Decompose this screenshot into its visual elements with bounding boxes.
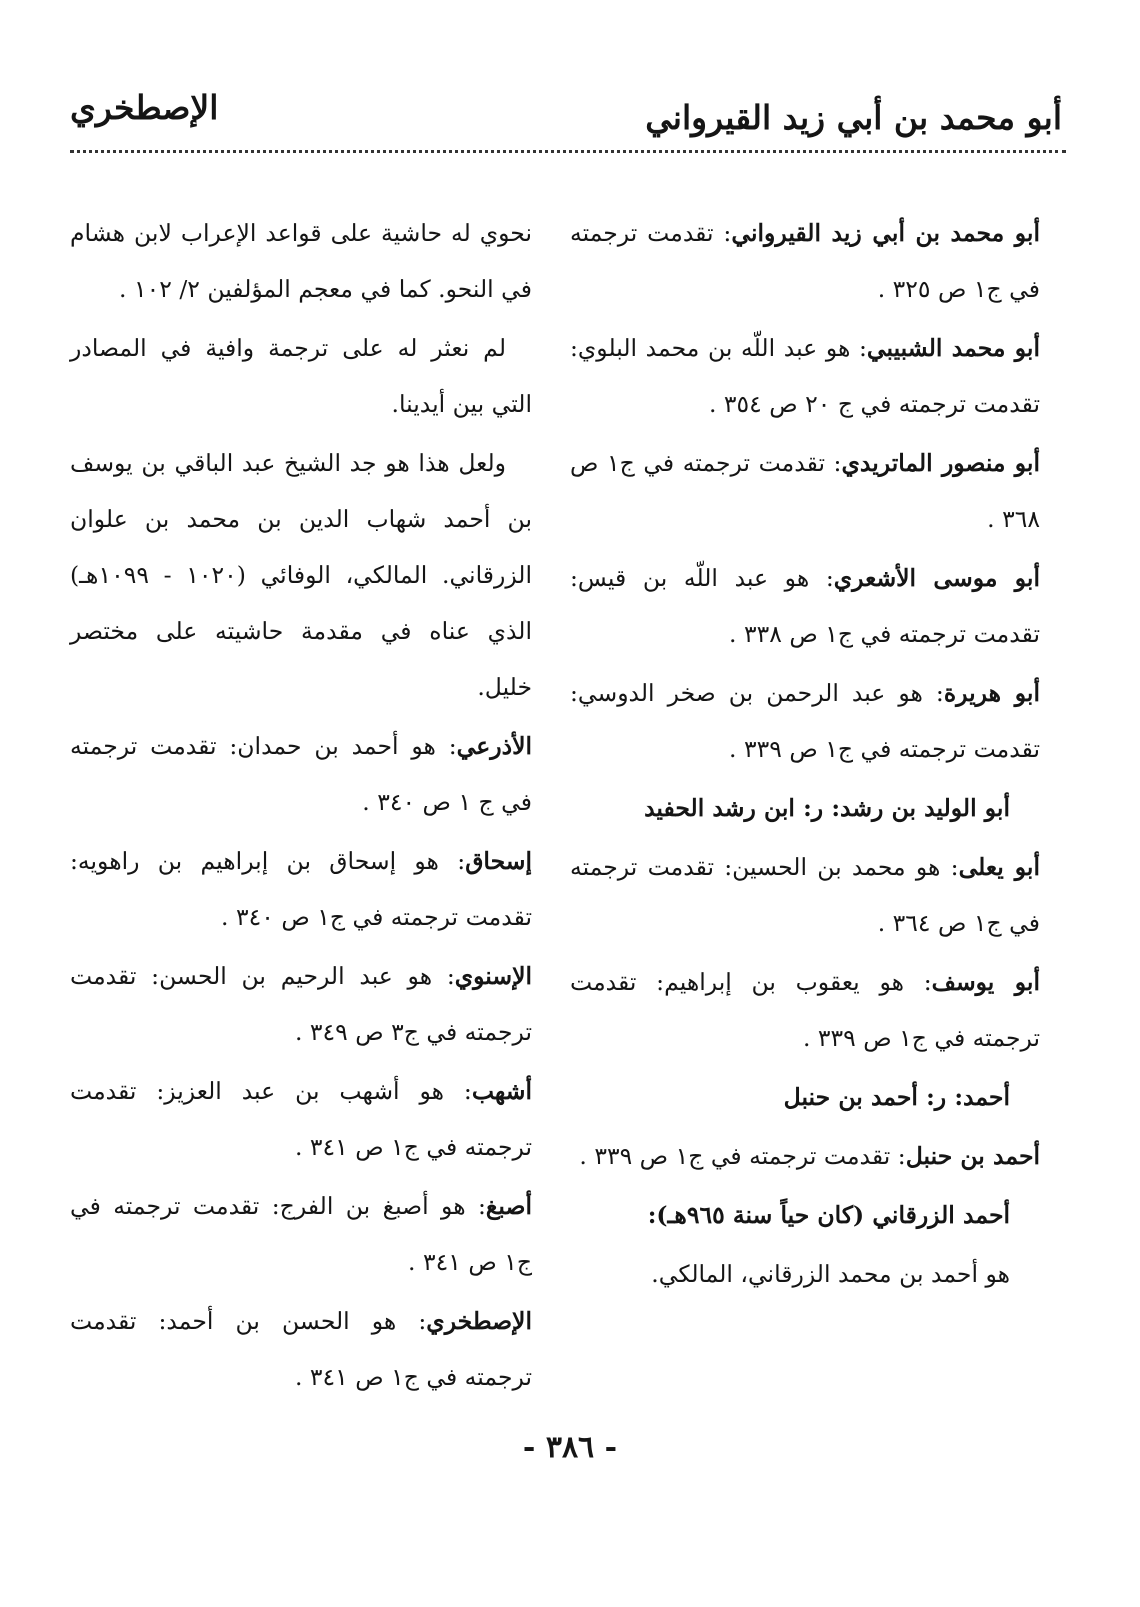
entry-text: : هو أشهب بن عبد العزيز: تقدمت ترجمته في ج١ ص ٣٤١ . bbox=[70, 1077, 532, 1161]
entry-headword: أبو هريرة bbox=[943, 679, 1040, 707]
entry-headword: أحمد بن حنبل bbox=[905, 1142, 1040, 1170]
entry-text: : bbox=[647, 1201, 657, 1229]
entry-headword: أشهب bbox=[471, 1077, 532, 1105]
entry-headword: أحمد الزرقاني (كان حياً سنة ٩٦٥هـ) bbox=[656, 1201, 1010, 1229]
entry-paragraph bbox=[70, 320, 532, 432]
entry-headword: أبو محمد بن أبي زيد القيرواني bbox=[731, 219, 1040, 247]
entry-text: : هو عبد الرحمن بن صخر الدوسي: تقدمت ترجمته في ج١ ص ٣٣٩ . bbox=[570, 679, 1040, 763]
entry bbox=[70, 833, 532, 945]
entry bbox=[570, 954, 1040, 1066]
entry-text: لم نعثر له على ترجمة وافية في المصادر التي بين أيدينا. bbox=[70, 334, 532, 418]
entry-headword: أبو يعلى bbox=[958, 853, 1040, 881]
entry-text: : هو أحمد بن حمدان: تقدمت ترجمته في ج ١ ص ٣٤٠ . bbox=[70, 732, 532, 816]
entry-headword: الإصطخري bbox=[426, 1307, 532, 1335]
entry bbox=[570, 550, 1040, 662]
entry-paragraph bbox=[70, 435, 532, 715]
entry bbox=[570, 839, 1040, 951]
entry-headword: أبو منصور الماتريدي bbox=[841, 449, 1040, 477]
entry-headword: أبو موسى الأشعري bbox=[833, 564, 1040, 592]
entry-headword: الإسنوي bbox=[454, 962, 532, 990]
left-column bbox=[70, 205, 532, 1408]
entry-cross-reference: : ر: أحمد بن حنبل bbox=[783, 1083, 964, 1111]
entry-headword: أصبغ bbox=[485, 1192, 532, 1220]
entry-text: : هو أصبغ بن الفرج: تقدمت ترجمته في ج١ ص ٣٤١ . bbox=[70, 1192, 532, 1276]
page-number: - ٣٨٦ - bbox=[522, 1430, 618, 1465]
entry-headword: الأذرعي bbox=[456, 732, 532, 760]
entry bbox=[70, 1178, 532, 1290]
entry bbox=[570, 205, 1040, 317]
entry bbox=[70, 1063, 532, 1175]
entry bbox=[570, 1128, 1040, 1184]
running-head-last-entry: الإصطخري bbox=[70, 88, 219, 127]
entry bbox=[570, 320, 1040, 432]
entry-text: : تقدمت ترجمته في ج١ ص ٣٣٩ . bbox=[579, 1142, 906, 1170]
entry-headword: أبو محمد الشبيبي bbox=[866, 334, 1041, 362]
entry-text: ولعل هذا هو جد الشيخ عبد الباقي بن يوسف بن أحمد شهاب الدين بن محمد بن علوان الزرقاني. المالكي، الوفائي (١٠٢٠ - ١٠٩٩هـ) الذي عناه في مقدمة حاشيته على مختصر خليل. bbox=[70, 449, 532, 701]
entry bbox=[570, 665, 1040, 777]
entry-text: : تقدمت ترجمته في ج١ ص ٣٦٨ . bbox=[570, 449, 1040, 533]
entry-text: : هو عبد الرحيم بن الحسن: تقدمت ترجمته في ج٣ ص ٣٤٩ . bbox=[70, 962, 532, 1046]
entry-cross-reference: : ر: ابن رشد الحفيد bbox=[644, 794, 841, 822]
entry-text: : هو يعقوب بن إبراهيم: تقدمت ترجمته في ج١ ص ٣٣٩ . bbox=[570, 968, 1040, 1052]
entry-text: : هو عبد اللّه بن قيس: تقدمت ترجمته في ج١ ص ٣٣٨ . bbox=[570, 564, 1040, 648]
entry-text: : هو إسحاق بن إبراهيم بن راهويه: تقدمت ترجمته في ج١ ص ٣٤٠ . bbox=[70, 847, 532, 931]
entry-headword: أحمد bbox=[963, 1083, 1010, 1111]
entry bbox=[570, 780, 1040, 836]
entry bbox=[70, 718, 532, 830]
running-head-first-entry: أبو محمد بن أبي زيد القيرواني bbox=[645, 98, 1062, 137]
entry-text: : هو عبد اللّه بن محمد البلوي: تقدمت ترجمته في ج ٢٠ ص ٣٥٤ . bbox=[570, 334, 1040, 418]
entry-continuation bbox=[570, 1246, 1040, 1302]
running-head bbox=[60, 78, 1062, 148]
dotted-header-rule bbox=[70, 150, 1066, 153]
entry-text: نحوي له حاشية على قواعد الإعراب لابن هشام في النحو. كما في معجم المؤلفين ٢/ ١٠٢ . bbox=[70, 219, 532, 303]
entry-text: : هو محمد بن الحسين: تقدمت ترجمته في ج١ ص ٣٦٤ . bbox=[570, 853, 1040, 937]
entry-headword: إسحاق bbox=[465, 847, 532, 875]
right-column bbox=[570, 205, 1040, 1305]
entry-continuation bbox=[70, 205, 532, 317]
entry-headword: أبو الوليد بن رشد bbox=[840, 794, 1010, 822]
entry bbox=[70, 1293, 532, 1405]
entry bbox=[570, 1069, 1040, 1125]
entry bbox=[570, 435, 1040, 547]
entry-text: : هو الحسن بن أحمد: تقدمت ترجمته في ج١ ص ٣٤١ . bbox=[70, 1307, 532, 1391]
entry-text: : تقدمت ترجمته في ج١ ص ٣٢٥ . bbox=[570, 219, 1040, 303]
entry bbox=[570, 1187, 1040, 1243]
entry bbox=[70, 948, 532, 1060]
entry-text: هو أحمد بن محمد الزرقاني، المالكي. bbox=[651, 1260, 1010, 1288]
entry-headword: أبو يوسف bbox=[931, 968, 1040, 996]
